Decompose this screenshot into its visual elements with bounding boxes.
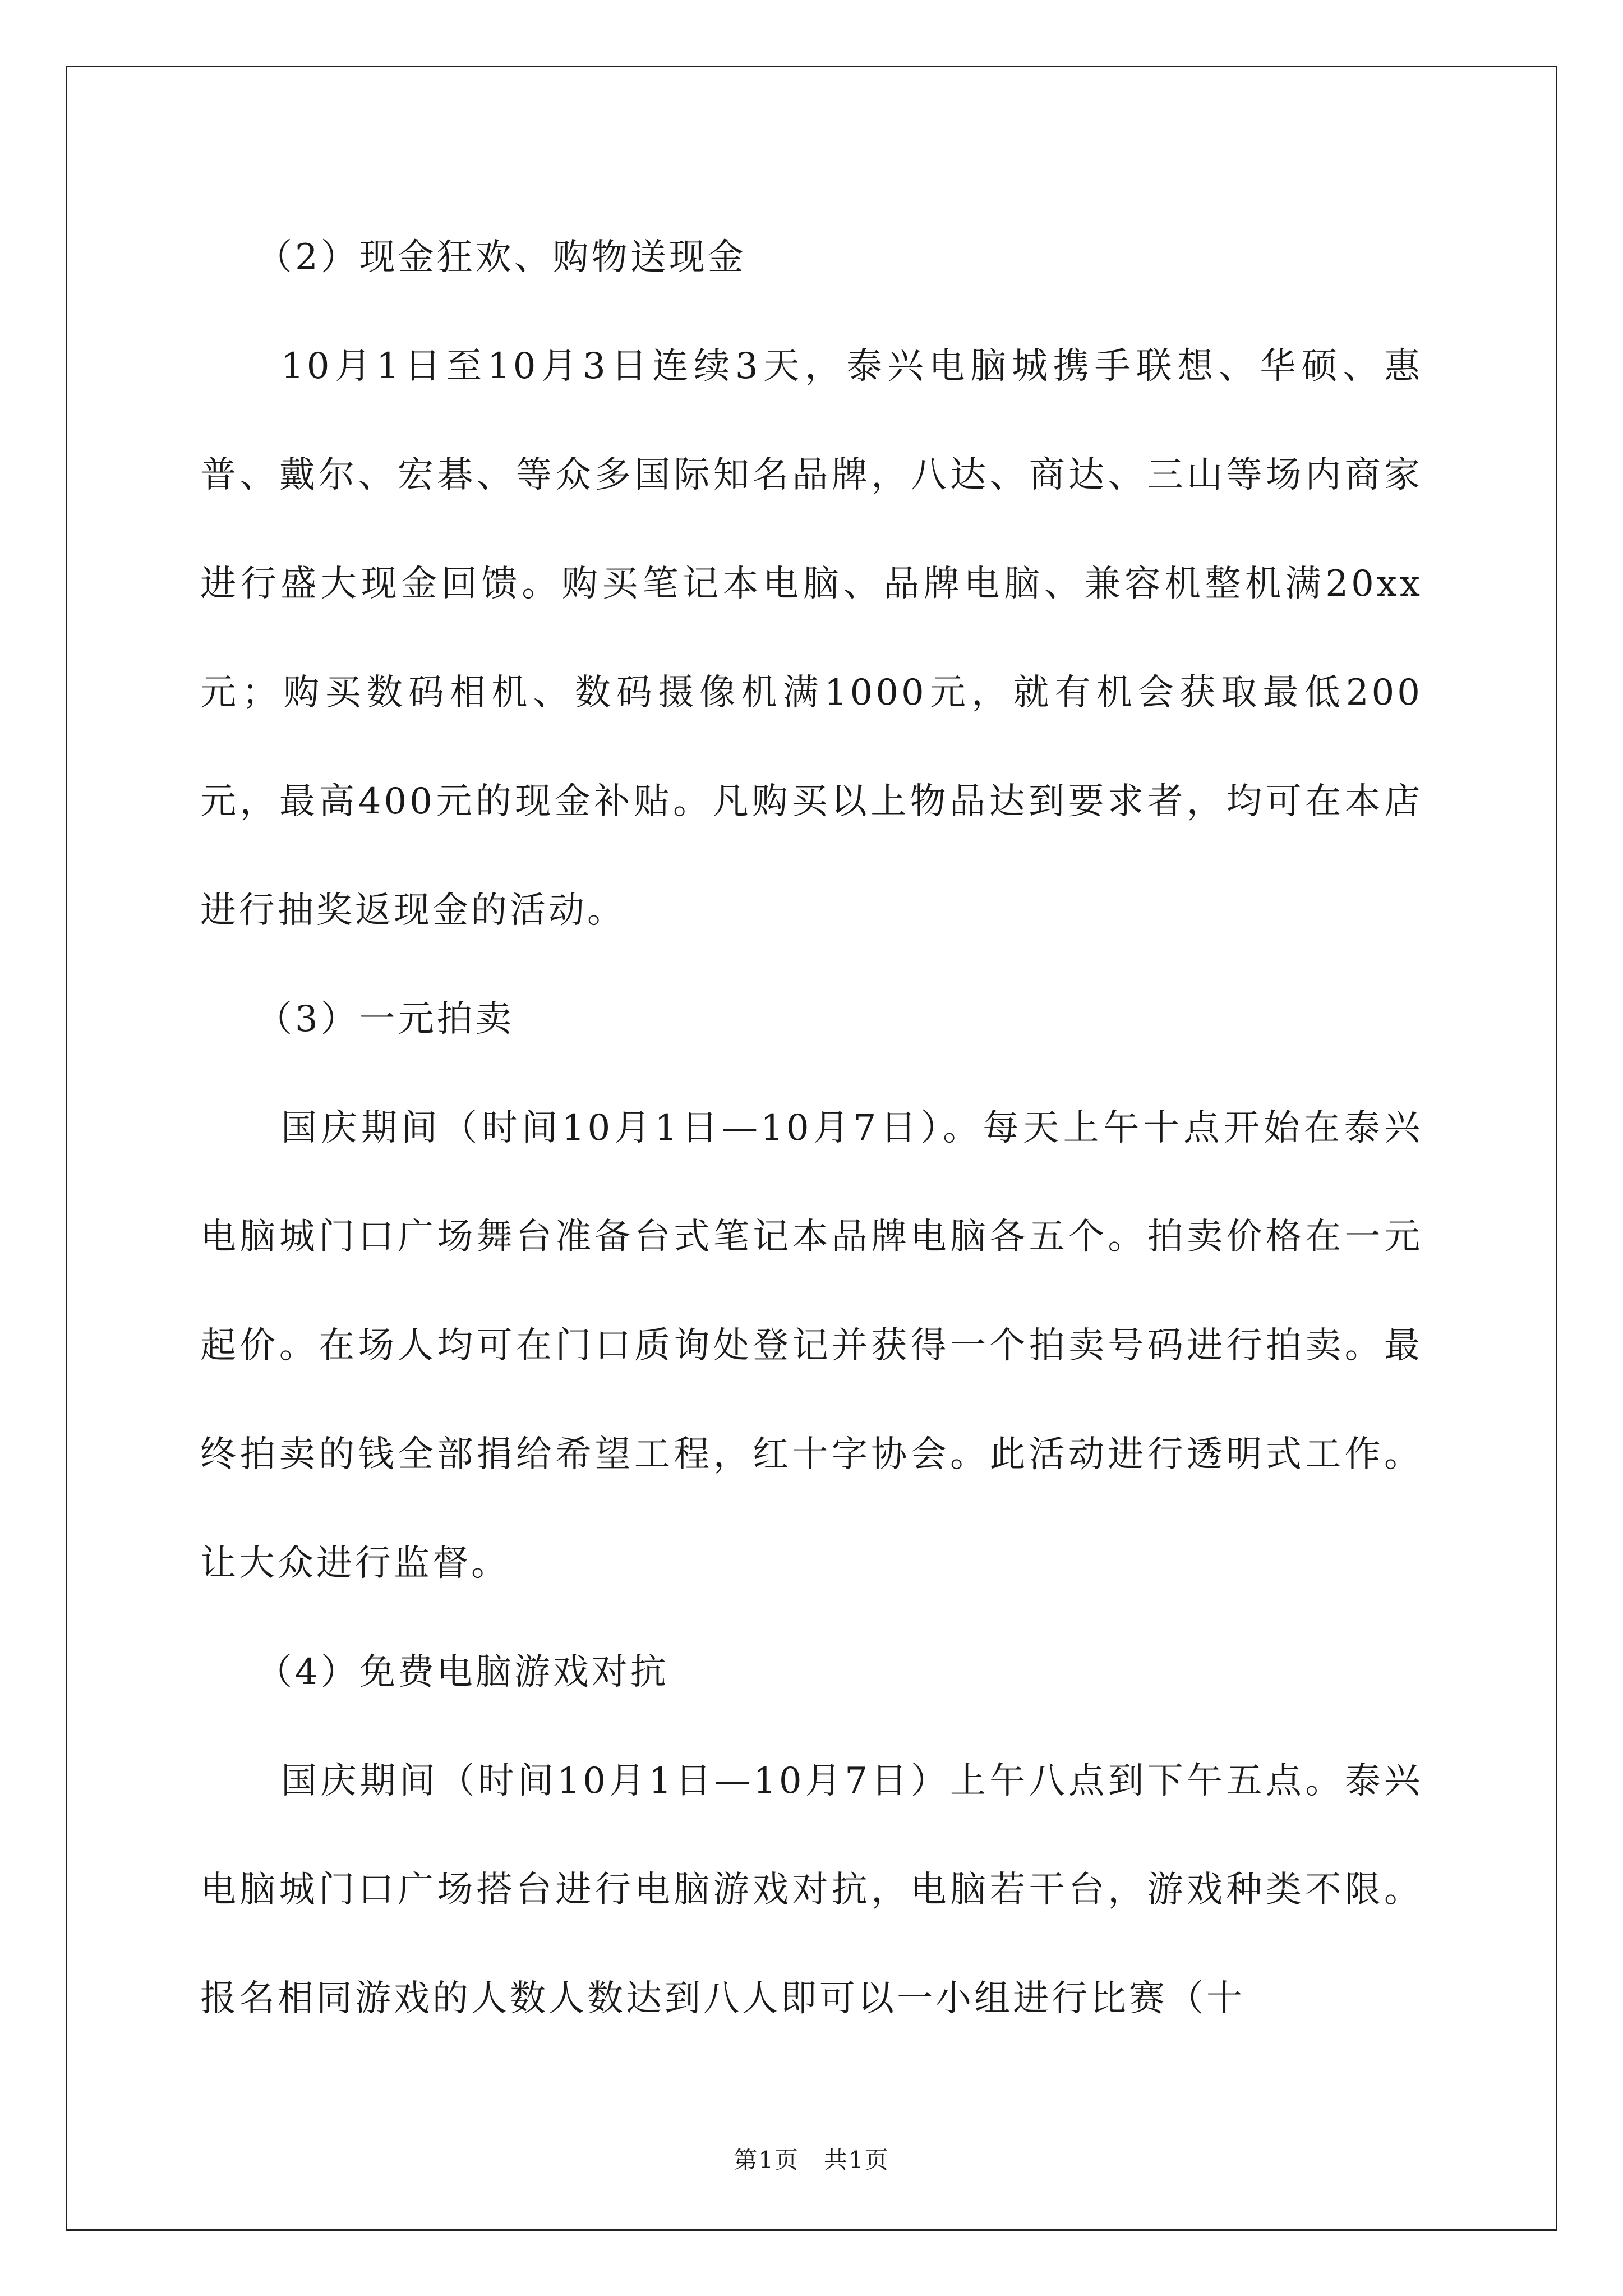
paragraph-cash-rebate: 10月1日至10月3日连续3天，泰兴电脑城携手联想、华硕、惠普、戴尔、宏碁、等众多国际知名品牌，八达、商达、三山等场内商家进行盛大现金回馈。购买笔记本电脑、品牌电脑、兼容机整机满20xx元；购买数码相机、数码摄像机满1000元，就有机会获取最低200元，最高400元的现金补贴。凡购买以上物品达到要求者，均可在本店进行抽奖返现金的活动。 [200,346,1423,931]
paragraph-auction: 国庆期间（时间10月1日—10月7日）。每天上午十点开始在泰兴电脑城门口广场舞台准备台式笔记本品牌电脑各五个。拍卖价格在一元起价。在场人均可在门口质询处登记并获得一个拍卖号码进行拍卖。最终拍卖的钱全部捐给希望工程，红十字协会。此活动进行透明式工作。让大众进行监督。 [200,1107,1423,1584]
section-heading-3: （3）一元拍卖 [256,999,514,1040]
section-heading-4: （4）免费电脑游戏对抗 [256,1651,669,1693]
paragraph-game-contest: 国庆期间（时间10月1日—10月7日）上午八点到下午五点。泰兴电脑城门口广场搭台进行电脑游戏对抗，电脑若干台，游戏种类不限。报名相同游戏的人数人数达到八人即可以一小组进行比赛（十 [200,1760,1423,2019]
page-number-footer: 第1页 共1页 [734,2146,889,2174]
document-body [200,203,1423,2053]
section-heading-2: （2）现金狂欢、购物送现金 [256,237,746,278]
